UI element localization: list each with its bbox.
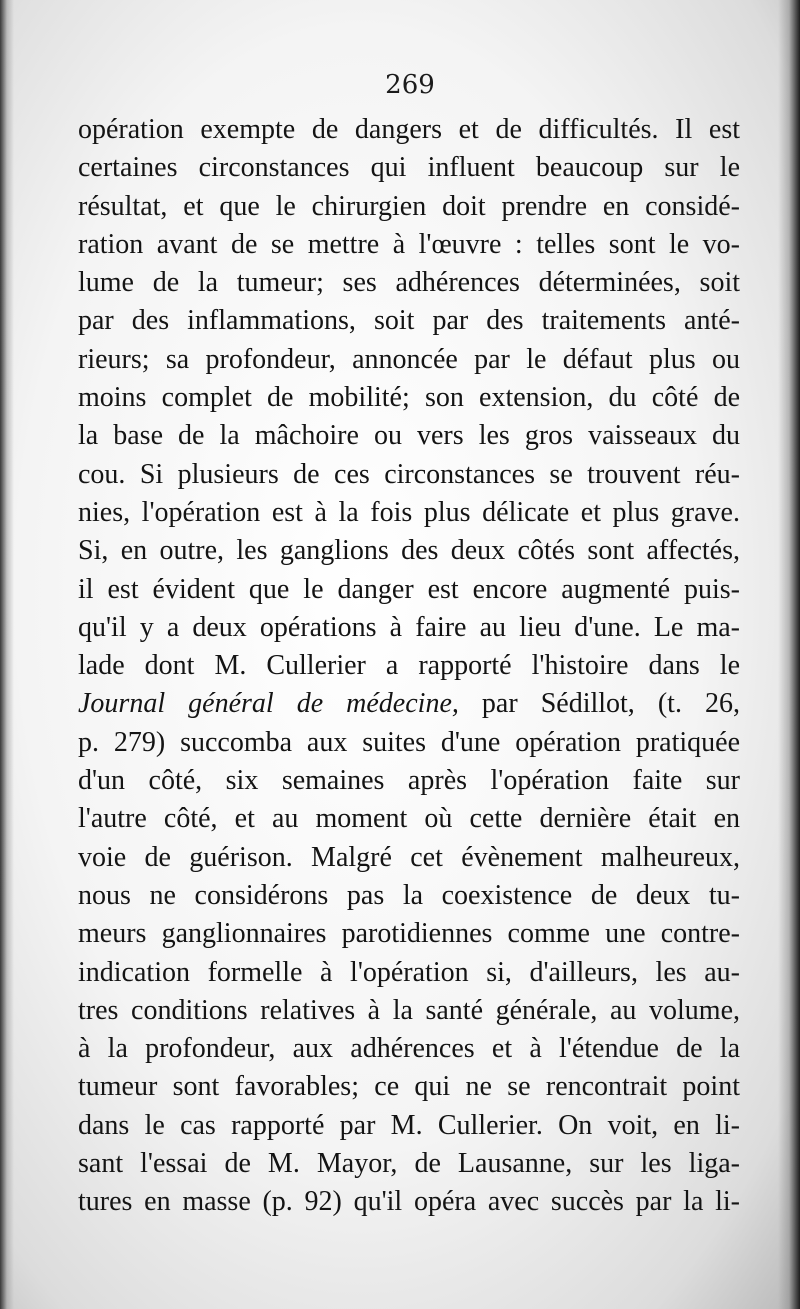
text-line-20: voie de guérison. Malgré cet évènement malheureux, (78, 841, 740, 873)
text-line-26: tumeur sont favorables; ce qui ne se rencontrait point (78, 1071, 740, 1103)
text-line-11: nies, l'opération est à la fois plus délicate et plus grave. (78, 496, 740, 528)
text-line-6: par des inflammations, soit par des traitements anté- (78, 305, 740, 337)
text-line-16 (78, 685, 740, 723)
text-line-27: dans le cas rapporté par M. Cullerier. On voit, en li- (78, 1109, 740, 1141)
page-number: 269 (385, 70, 435, 100)
text-line-24: tres conditions relatives à la santé générale, au volume, (78, 994, 740, 1026)
page-right-edge-shadow (778, 0, 800, 1309)
text-line-14: qu'il y a deux opérations à faire au lieu d'une. Le ma- (78, 611, 740, 643)
text-line-4: ration avant de se mettre à l'œuvre : telles sont le vo- (78, 228, 740, 260)
text-line-3: résultat, et que le chirurgien doit prendre en considé- (78, 190, 740, 222)
page-left-edge-shadow (0, 0, 14, 1309)
body-text (78, 111, 740, 1222)
text-line-17: p. 279) succomba aux suites d'une opération pratiquée (78, 726, 740, 758)
text-line-15: lade dont M. Cullerier a rapporté l'histoire dans le (78, 650, 740, 682)
text-line-7: rieurs; sa profondeur, annoncée par le défaut plus ou (78, 343, 740, 375)
text-line-22: meurs ganglionnaires parotidiennes comme une contre- (78, 918, 740, 950)
text-line-1: opération exempte de dangers et de difficultés. Il est (78, 114, 740, 145)
text-line-29: tures en masse (p. 92) qu'il opéra avec succès par la li- (78, 1186, 740, 1218)
text-line-18: d'un côté, six semaines après l'opération faite sur (78, 765, 740, 797)
text-line-13: il est évident que le danger est encore augmenté puis- (78, 573, 740, 605)
text-line-25: à la profondeur, aux adhérences et à l'étendue de la (78, 1033, 740, 1065)
text-line-23: indication formelle à l'opération si, d'ailleurs, les au- (78, 956, 740, 988)
text-line-2: certaines circonstances qui influent beaucoup sur le (78, 152, 740, 184)
text-line-28: sant l'essai de M. Mayor, de Lausanne, sur les liga- (78, 1148, 740, 1180)
text-line-12: Si, en outre, les ganglions des deux côtés sont affectés, (78, 535, 740, 567)
text-line-5: lume de la tumeur; ses adhérences déterminées, soit (78, 267, 740, 299)
text-line-9: la base de la mâchoire ou vers les gros vaisseaux du (78, 420, 740, 452)
text-line-19: l'autre côté, et au moment où cette dernière était en (78, 803, 740, 835)
text-line-10: cou. Si plusieurs de ces circonstances se trouvent réu- (78, 458, 740, 490)
text-line-16-rest: par Sédillot, (t. 26, (458, 688, 740, 720)
text-line-8: moins complet de mobilité; son extension, du côté de (78, 382, 740, 414)
journal-title-italic: Journal général de médecine, (78, 688, 459, 720)
text-line-21: nous ne considérons pas la coexistence de deux tu- (78, 879, 740, 911)
